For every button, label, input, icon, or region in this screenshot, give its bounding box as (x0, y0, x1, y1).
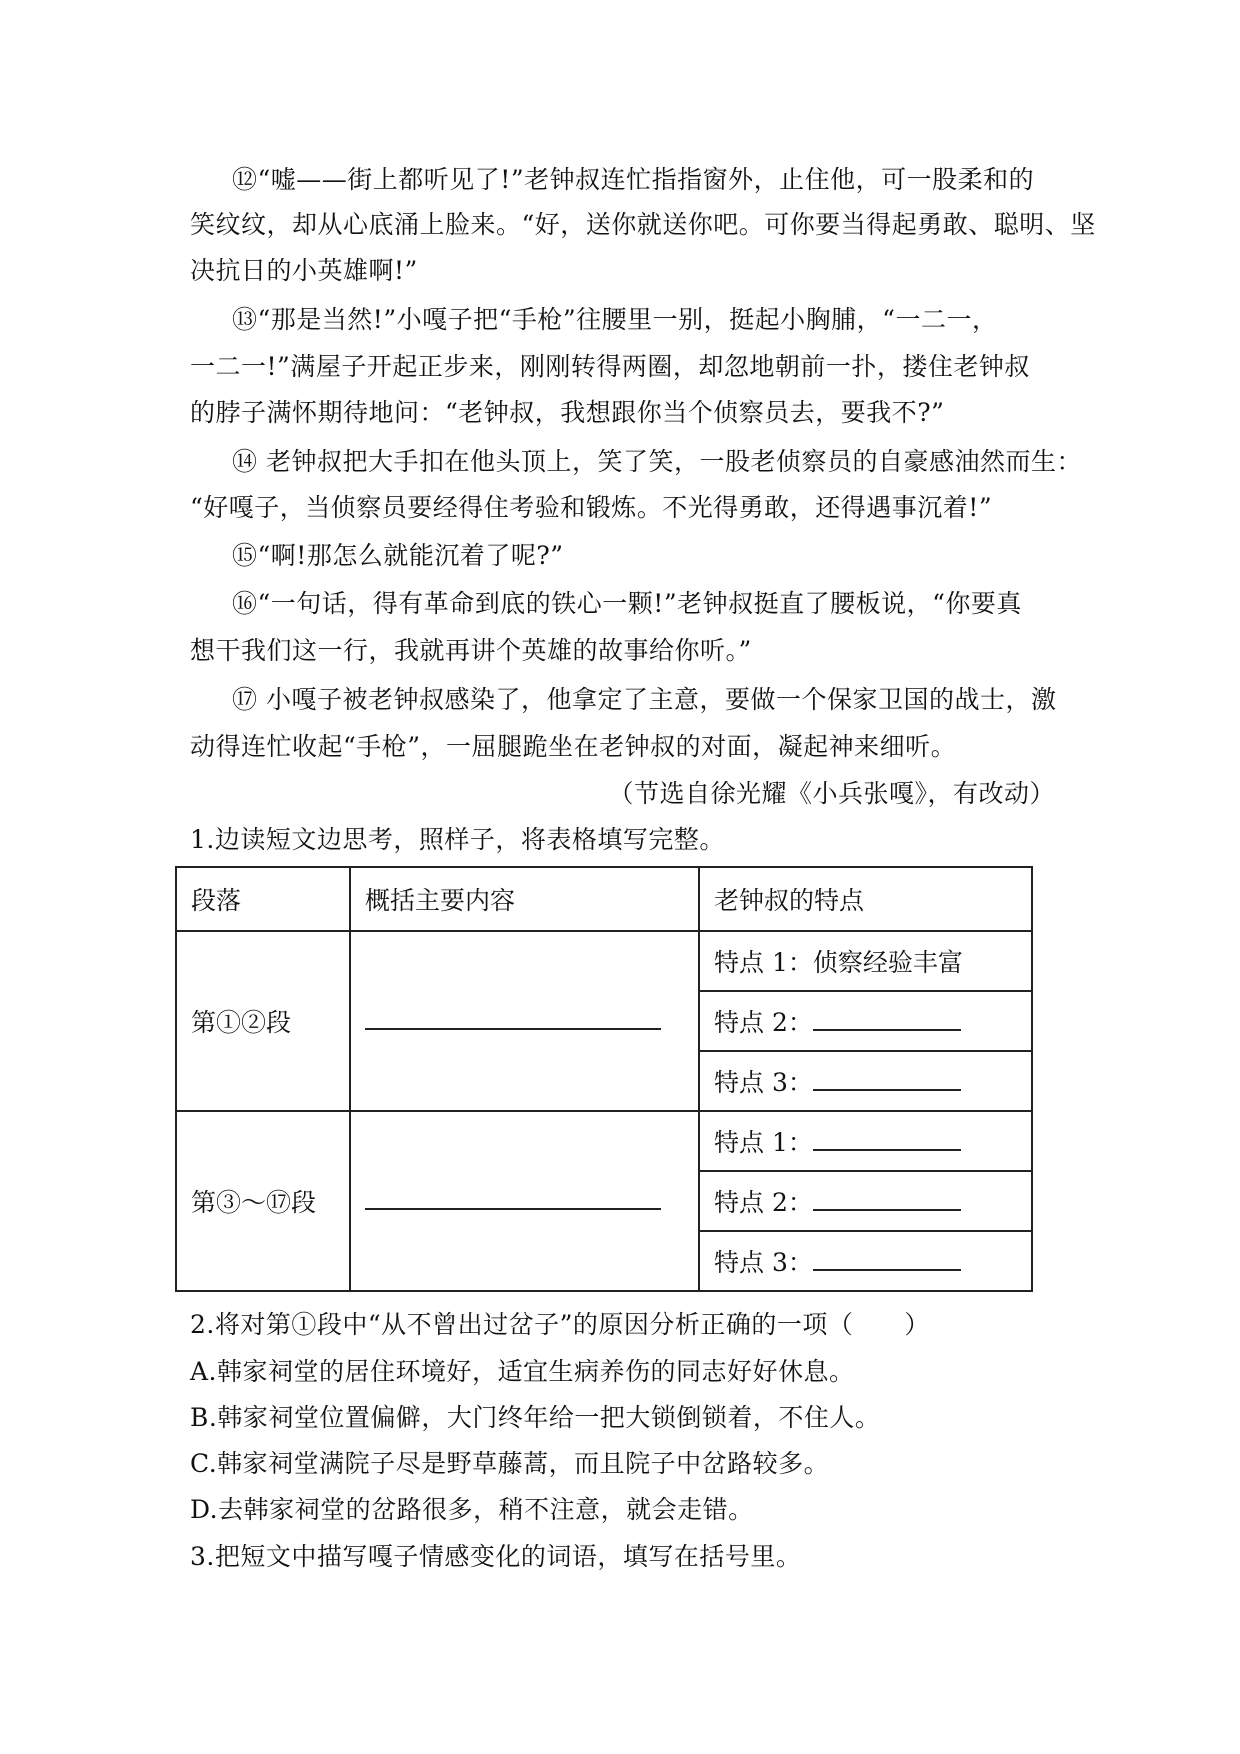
trait-label: 特点 3： (714, 1248, 813, 1277)
header-summary: 概括主要内容 (350, 867, 699, 931)
trait-cell[interactable] (699, 1171, 1032, 1231)
passage-line: ⑬“那是当然!”小嘎子把“手枪”往腰里一别，挺起小胸脯，“一二一， (232, 305, 998, 334)
question-3-prompt: 3.把短文中描写嘎子情感变化的词语，填写在括号里。 (190, 1542, 802, 1571)
trait-cell[interactable] (699, 1231, 1032, 1291)
question-2-prompt: 2.将对第①段中“从不曾出过岔子”的原因分析正确的一项（ ） (190, 1310, 930, 1339)
table-row (176, 931, 1032, 991)
passage-source: （节选自徐光耀《小兵张嘎》，有改动） (608, 779, 1055, 808)
paragraph-cell: 第③～⑰段 (176, 1111, 350, 1291)
answer-blank[interactable] (365, 1006, 661, 1030)
passage-line: 想干我们这一行，我就再讲个英雄的故事给你听。” (190, 636, 752, 665)
table-row (176, 1111, 1032, 1171)
summary-answer-cell[interactable] (350, 931, 699, 1111)
passage-line: 决抗日的小英雄啊!” (190, 256, 418, 285)
passage-line: ⑮“啊!那怎么就能沉着了呢?” (232, 541, 564, 570)
trait-cell[interactable] (699, 1051, 1032, 1111)
answer-blank[interactable] (813, 1067, 961, 1091)
option-c[interactable]: C.韩家祠堂满院子尽是野草藤蒿，而且院子中岔路较多。 (190, 1449, 830, 1478)
answer-blank[interactable] (813, 1247, 961, 1271)
passage-line: ⑯“一句话，得有革命到底的铁心一颗!”老钟叔挺直了腰板说，“你要真 (232, 589, 1022, 618)
table-header-row (176, 867, 1032, 931)
trait-cell[interactable] (699, 1111, 1032, 1171)
answer-blank[interactable] (365, 1186, 661, 1210)
header-paragraph: 段落 (176, 867, 350, 931)
passage-line: ⑭ 老钟叔把大手扣在他头顶上，笑了笑，一股老侦察员的自豪感油然而生： (232, 447, 1082, 476)
trait-cell[interactable] (699, 991, 1032, 1051)
answer-table (175, 866, 1033, 1292)
trait-label: 特点 2： (714, 1188, 813, 1217)
trait-label: 特点 1：侦察经验丰富 (714, 948, 963, 977)
trait-label: 特点 2： (714, 1008, 813, 1037)
trait-label: 特点 3： (714, 1068, 813, 1097)
passage-line: ⑫“嘘——街上都听见了!”老钟叔连忙指指窗外，止住他，可一股柔和的 (232, 165, 1035, 194)
option-a[interactable]: A.韩家祠堂的居住环境好，适宜生病养伤的同志好好休息。 (190, 1357, 855, 1386)
summary-answer-cell[interactable] (350, 1111, 699, 1291)
answer-blank[interactable] (813, 1127, 961, 1151)
passage-line: 一二一!”满屋子开起正步来，刚刚转得两圈，却忽地朝前一扑，搂住老钟叔 (190, 352, 1030, 381)
passage-line: 动得连忙收起“手枪”，一屈腿跪坐在老钟叔的对面，凝起神来细听。 (190, 732, 957, 761)
paragraph-cell: 第①②段 (176, 931, 350, 1111)
trait-cell (699, 931, 1032, 991)
passage-line: “好嘎子，当侦察员要经得住考验和锻炼。不光得勇敢，还得遇事沉着!” (190, 493, 993, 522)
header-traits: 老钟叔的特点 (699, 867, 1032, 931)
option-b[interactable]: B.韩家祠堂位置偏僻，大门终年给一把大锁倒锁着，不住人。 (190, 1403, 881, 1432)
answer-blank[interactable] (813, 1007, 961, 1031)
question-1-prompt: 1.边读短文边思考，照样子，将表格填写完整。 (190, 825, 725, 854)
passage-line: ⑰ 小嘎子被老钟叔感染了，他拿定了主意，要做一个保家卫国的战士，激 (232, 685, 1057, 714)
trait-label: 特点 1： (714, 1128, 813, 1157)
passage-line: 笑纹纹，却从心底涌上脸来。“好，送你就送你吧。可你要当得起勇敢、聪明、坚 (190, 210, 1096, 239)
answer-blank[interactable] (813, 1187, 961, 1211)
option-d[interactable]: D.去韩家祠堂的岔路很多，稍不注意，就会走错。 (190, 1495, 754, 1524)
passage-line: 的脖子满怀期待地问：“老钟叔，我想跟你当个侦察员去，要我不?” (190, 398, 945, 427)
